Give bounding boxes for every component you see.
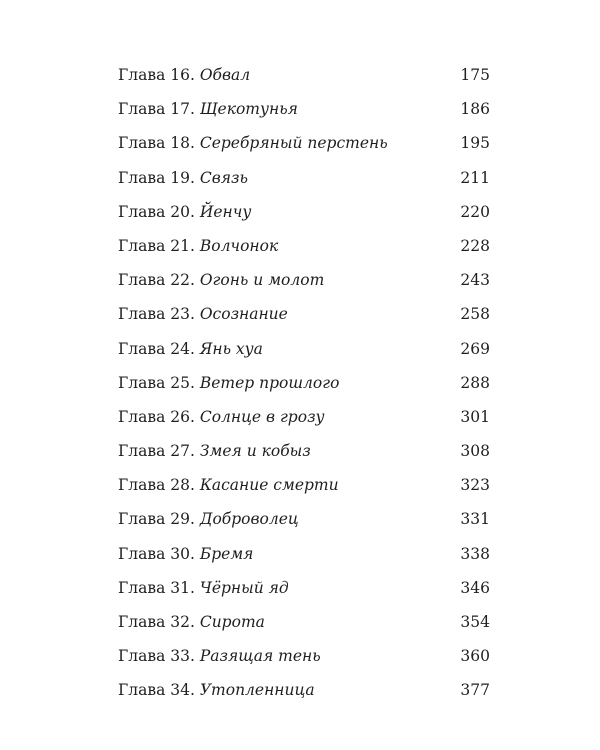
chapter-prefix: Глава 27. bbox=[118, 442, 195, 461]
toc-entry bbox=[118, 605, 490, 639]
toc-entry bbox=[118, 571, 490, 605]
toc-entry bbox=[118, 263, 490, 297]
page-number: 360 bbox=[460, 647, 490, 666]
chapter-prefix: Глава 19. bbox=[118, 168, 195, 187]
chapter-title: Янь хуа bbox=[199, 339, 263, 358]
chapter-prefix: Глава 22. bbox=[118, 271, 195, 290]
chapter-title: Доброволец bbox=[199, 510, 299, 529]
toc-entry-label bbox=[118, 502, 299, 536]
chapter-title: Связь bbox=[199, 168, 248, 187]
chapter-prefix: Глава 16. bbox=[118, 66, 195, 84]
chapter-title: Осознание bbox=[199, 305, 288, 324]
toc-entry bbox=[118, 229, 490, 263]
toc-entry-label bbox=[118, 297, 288, 331]
chapter-title: Чёрный яд bbox=[199, 578, 289, 597]
table-of-contents bbox=[118, 58, 490, 708]
toc-entry bbox=[118, 126, 490, 160]
page-number: 243 bbox=[460, 271, 490, 290]
chapter-prefix: Глава 20. bbox=[118, 202, 195, 221]
page-number: 258 bbox=[460, 305, 490, 324]
chapter-title: Солнце в грозу bbox=[199, 407, 325, 426]
chapter-prefix: Глава 17. bbox=[118, 100, 195, 119]
toc-entry bbox=[118, 537, 490, 571]
chapter-title: Йенчу bbox=[199, 202, 252, 221]
chapter-title: Огонь и молот bbox=[199, 271, 325, 290]
toc-entry bbox=[118, 673, 490, 707]
page-number: 331 bbox=[460, 510, 490, 529]
page-number: 301 bbox=[460, 407, 490, 426]
toc-entry bbox=[118, 639, 490, 673]
page-number: 346 bbox=[460, 578, 490, 597]
chapter-title: Серебряный перстень bbox=[199, 134, 388, 153]
page-number: 288 bbox=[460, 373, 490, 392]
toc-entry bbox=[118, 332, 490, 366]
toc-entry-label bbox=[118, 126, 388, 160]
toc-entry bbox=[118, 468, 490, 502]
chapter-prefix: Глава 26. bbox=[118, 407, 195, 426]
chapter-prefix: Глава 33. bbox=[118, 647, 195, 666]
chapter-prefix: Глава 25. bbox=[118, 373, 195, 392]
chapter-title: Бремя bbox=[199, 544, 254, 563]
chapter-prefix: Глава 24. bbox=[118, 339, 195, 358]
chapter-title: Змея и кобыз bbox=[199, 442, 311, 461]
toc-entry-label bbox=[118, 468, 339, 502]
page-number: 269 bbox=[460, 339, 490, 358]
chapter-prefix: Глава 28. bbox=[118, 476, 195, 495]
toc-entry bbox=[118, 400, 490, 434]
toc-entry-label bbox=[118, 400, 325, 434]
toc-entry-label bbox=[118, 366, 339, 400]
chapter-prefix: Глава 29. bbox=[118, 510, 195, 529]
chapter-title: Касание смерти bbox=[199, 476, 339, 495]
chapter-title: Щекотунья bbox=[199, 100, 298, 119]
toc-entry bbox=[118, 297, 490, 331]
toc-entry bbox=[118, 58, 490, 92]
page-number: 377 bbox=[460, 681, 490, 700]
page-number: 354 bbox=[460, 613, 490, 631]
chapter-title: Ветер прошлого bbox=[199, 373, 340, 392]
chapter-title: Обвал bbox=[199, 66, 251, 84]
chapter-title: Сирота bbox=[199, 613, 265, 631]
chapter-prefix: Глава 31. bbox=[118, 578, 195, 597]
chapter-prefix: Глава 21. bbox=[118, 236, 195, 255]
chapter-prefix: Глава 30. bbox=[118, 544, 195, 563]
page-number: 220 bbox=[460, 202, 490, 221]
toc-entry-label bbox=[118, 639, 321, 673]
page-number: 228 bbox=[460, 236, 490, 255]
toc-entry bbox=[118, 502, 490, 536]
toc-entry-label bbox=[118, 263, 324, 297]
page-number: 195 bbox=[460, 134, 490, 153]
chapter-prefix: Глава 34. bbox=[118, 681, 195, 700]
page-number: 175 bbox=[460, 66, 490, 84]
toc-entry-label bbox=[118, 195, 251, 229]
chapter-prefix: Глава 18. bbox=[118, 134, 195, 153]
chapter-title: Разящая тень bbox=[199, 647, 321, 666]
chapter-title: Волчонок bbox=[199, 236, 279, 255]
toc-entry-label bbox=[118, 92, 298, 126]
page-number: 338 bbox=[460, 544, 490, 563]
toc-entry-label bbox=[118, 229, 278, 263]
page-number: 323 bbox=[460, 476, 490, 495]
toc-entry-label bbox=[118, 537, 253, 571]
chapter-title: Утопленница bbox=[199, 681, 315, 700]
page-number: 308 bbox=[460, 442, 490, 461]
toc-entry bbox=[118, 434, 490, 468]
toc-entry bbox=[118, 161, 490, 195]
toc-entry-label bbox=[118, 332, 263, 366]
toc-entry bbox=[118, 92, 490, 126]
toc-entry-label bbox=[118, 161, 248, 195]
chapter-prefix: Глава 32. bbox=[118, 613, 195, 631]
toc-entry bbox=[118, 195, 490, 229]
toc-entry-label bbox=[118, 58, 250, 92]
toc-entry-label bbox=[118, 434, 311, 468]
toc-entry-label bbox=[118, 673, 315, 707]
page-number: 211 bbox=[460, 168, 490, 187]
page-number: 186 bbox=[460, 100, 490, 119]
toc-entry-label bbox=[118, 605, 265, 639]
chapter-prefix: Глава 23. bbox=[118, 305, 195, 324]
toc-entry bbox=[118, 366, 490, 400]
toc-entry-label bbox=[118, 571, 289, 605]
